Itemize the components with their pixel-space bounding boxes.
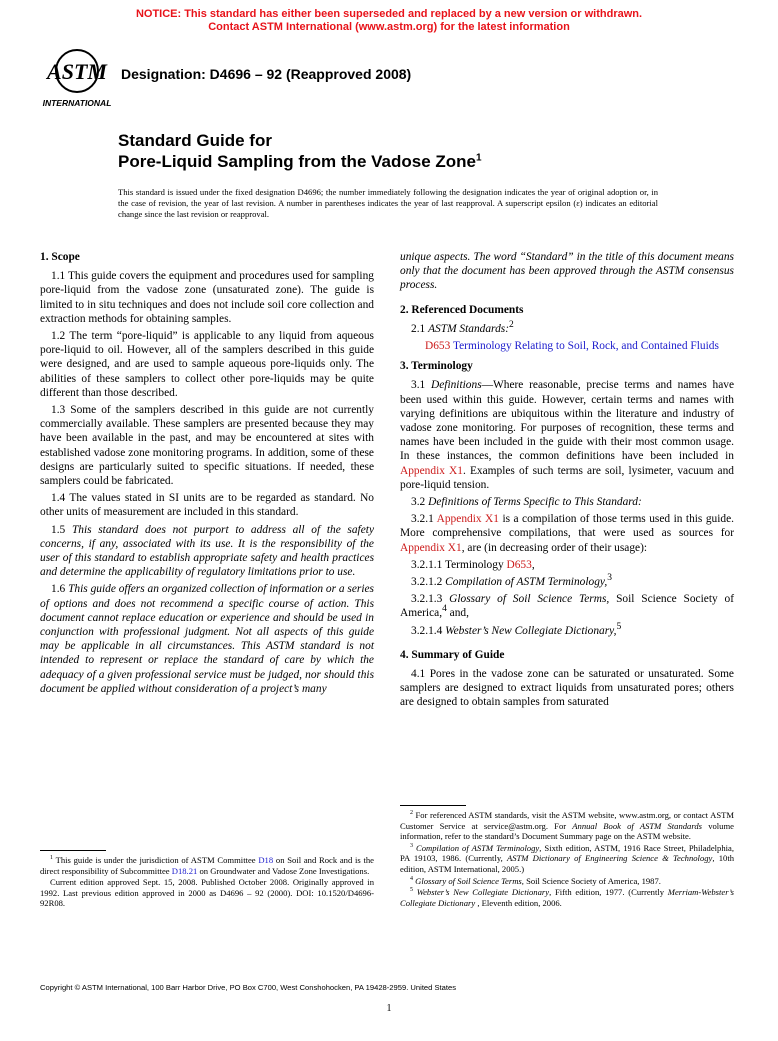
right-column (400, 250, 734, 713)
footnote-1: $^1$ This guide is under the jurisdiction of ASTM Committee D18 on Soil and Rock and is the direct responsibility of Subcommittee D18.21 on Groundwater and Vadose Zone Investigations. (40, 855, 374, 876)
designation: Designation: D4696 – 92 (Reapproved 2008) (121, 66, 412, 82)
left-column (40, 250, 374, 699)
copyright-line: Copyright © ASTM International, 100 Barr Harbor Drive, PO Box C700, West Conshohocken, PA 19428-2959. United States (40, 983, 457, 992)
issuance-statement: This standard is issued under the fixed designation D4696; the number immediately following the designation indicates the year of original adoption or, in the case of revision, the year of last revision. A number in parentheses indicates the year of last reapproval. A superscript epsilon (ε) indicates an editorial change since the last revision or reapproval. (118, 187, 658, 219)
d18-21-link[interactable]: D18.21 (171, 865, 198, 876)
document-title (118, 130, 482, 172)
footnote-4: $^4$ Glossary of Soil Science Terms, Soil Science Society of America, 1987. (410, 875, 661, 886)
logo-text: INTERNATIONAL (42, 98, 112, 108)
footnotes-right (400, 805, 734, 909)
terminology-3-2: 3.2 Definitions of Terms Specific to This Standard: (411, 496, 642, 509)
footnotes-left (40, 850, 374, 910)
title-footnote-ref[interactable]: 1 (475, 152, 482, 164)
scope-1-5: 1.5 This standard does not purport to address all of the safety concerns, if any, associated with its use. It is the responsibility of the user of this standard to establish appropriate safety and health practices and determine the applicability of regulatory limitations prior to use. (40, 523, 374, 579)
scope-1-2: 1.2 The term “pore-liquid” is applicable to any liquid from aqueous pore-liquid to oil. However, all of the samplers described in this guide were designed, and are used to sample aqueous pore-liquids only. The abilities of these samplers to collect other pore-liquids may be quite different than those described. (40, 330, 374, 399)
appendix-x1-link[interactable]: Appendix X1 (436, 513, 499, 526)
ref-d653-title[interactable]: Terminology Relating to Soil, Rock, and Contained Fluids (452, 340, 719, 353)
section-refdocs-heading: 2. Referenced Documents (400, 303, 524, 316)
section-scope-heading: 1. Scope (40, 251, 80, 263)
terminology-3-2-1-2: 3.2.1.2 Compilation of ASTM Terminology,$^3$ (411, 573, 612, 589)
title-line-2: Pore-Liquid Sampling from the Vadose Zone$^1$ (118, 152, 482, 171)
withdrawal-notice (0, 8, 778, 34)
scope-1-6: 1.6 This guide offers an organized collection of information or a series of options and does not recommend a specific course of action. This document cannot replace education or experience and should be used in conjunction with professional judgment. Not all aspects of this guide may be applicable in all circumstances. This ASTM standard is not intended to represent or replace the standard of care by which the adequacy of a given professional service must be judged, nor should this document be applied without consideration of a project’s many (40, 583, 374, 695)
d653-link[interactable]: D653 (506, 558, 532, 571)
footnote-2: $^2$ For referenced ASTM standards, visit the ASTM website, www.astm.org, or contact ASTM Customer Service at service@astm.org. For Annual Book of ASTM Standards volume information, refer to the standard’s Document Summary page on the ASTM website. (400, 810, 734, 842)
footnote-rule (400, 805, 466, 806)
footnote-rule (40, 850, 106, 851)
section-terminology-heading: 3. Terminology (400, 360, 473, 373)
footnote-3: $^3$ Compilation of ASTM Terminology, Sixth edition, ASTM, 1916 Race Street, Philadelphia, PA 19103, 1986. (Currently, ASTM Dictionary of Engineering Science & Technology, 10th edition, ASTM International, 2005.) (400, 842, 735, 874)
terminology-3-2-1-3: 3.2.1.3 Glossary of Soil Science Terms, Soil Science Society of America,$^4$ and, (400, 593, 734, 620)
section-summary-heading: 4. Summary of Guide (400, 648, 505, 661)
title-line-1: Standard Guide for (118, 131, 272, 150)
svg-text:ASTM: ASTM (47, 59, 107, 84)
ref-d653-code[interactable]: D653 (425, 340, 451, 353)
appendix-x1-link[interactable]: Appendix X1 (400, 541, 462, 554)
refdocs-2-1: 2.1 ASTM Standards:$^2$ (411, 320, 514, 335)
page-number: 1 (386, 1003, 392, 1014)
terminology-3-1: 3.1 Definitions—Where reasonable, precise terms and names have been used within this guide. However, certain terms and names with varying definitions are ubiquitous within the literature and industry of vadose zone monitoring. For purposes of recognition, these terms and names have been included in the guide with their most common usage. In these instances, the common definitions have been included in Appendix X1. Examples of such terms are soil, lysimeter, vacuum and pore-liquid tension. (400, 379, 735, 491)
scope-1-1: 1.1 This guide covers the equipment and procedures used for sampling pore-liquid from the vadose zone (unsaturated zone). The guide is limited to in situ techniques and does not include soil core collection and extraction methods for obtaining samples. (40, 270, 374, 325)
terminology-3-2-1: 3.2.1 Appendix X1 is a compilation of those terms used in this guide. More comprehensive compilations, that were used as sources for Appendix X1, are (in decreasing order of their usage): (400, 513, 735, 554)
terminology-3-2-1-4: 3.2.1.4 Webster’s New Collegiate Dictionary,$^5$ (411, 621, 622, 637)
scope-1-4: 1.4 The values stated in SI units are to be regarded as standard. No other units of measurement are included in this standard. (40, 492, 374, 519)
appendix-x1-link[interactable]: Appendix X1 (400, 464, 463, 477)
d18-link[interactable]: D18 (258, 855, 274, 865)
terminology-3-2-1-1: 3.2.1.1 Terminology D653, (411, 558, 535, 571)
footnote-5: $^5$ Webster’s New Collegiate Dictionary, Fifth edition, 1977. (Currently Merriam-Webster’s Collegiate Dictionary , Eleventh edition, 2006. (400, 887, 734, 908)
ref-d653 (400, 339, 734, 353)
notice-line-1: NOTICE: This standard has either been superseded and replaced by a new version or withdrawn. (135, 8, 643, 20)
summary-4-1: 4.1 Pores in the vadose zone can be saturated or unsaturated. Some samplers are designed to extract liquids from unsaturated pores; others are designed to obtain samples from saturated (400, 668, 734, 709)
notice-line-2: Contact ASTM International (www.astm.org) for the latest information (208, 21, 570, 33)
scope-1-3: 1.3 Some of the samplers described in this guide are not currently commercially available. These samplers are presented because they may have been available in the past, and may be encountered at sites with established vadose zone monitoring programs. In addition, some of these designs are particularly suited to specific situations. If needed, these samplers could be fabricated. (40, 404, 374, 488)
scope-1-6-continued: unique aspects. The word “Standard” in the title of this document means only that the document has been approved through the ASTM consensus process. (400, 251, 734, 292)
footnote-1-edition: Current edition approved Sept. 15, 2008. Published October 2008. Originally approved in 1992. Last previous edition approved in 2000 as D4696 – 92 (2000). DOI: 10.1520/D4696-92R08. (40, 877, 374, 909)
astm-logo-icon (40, 44, 114, 110)
